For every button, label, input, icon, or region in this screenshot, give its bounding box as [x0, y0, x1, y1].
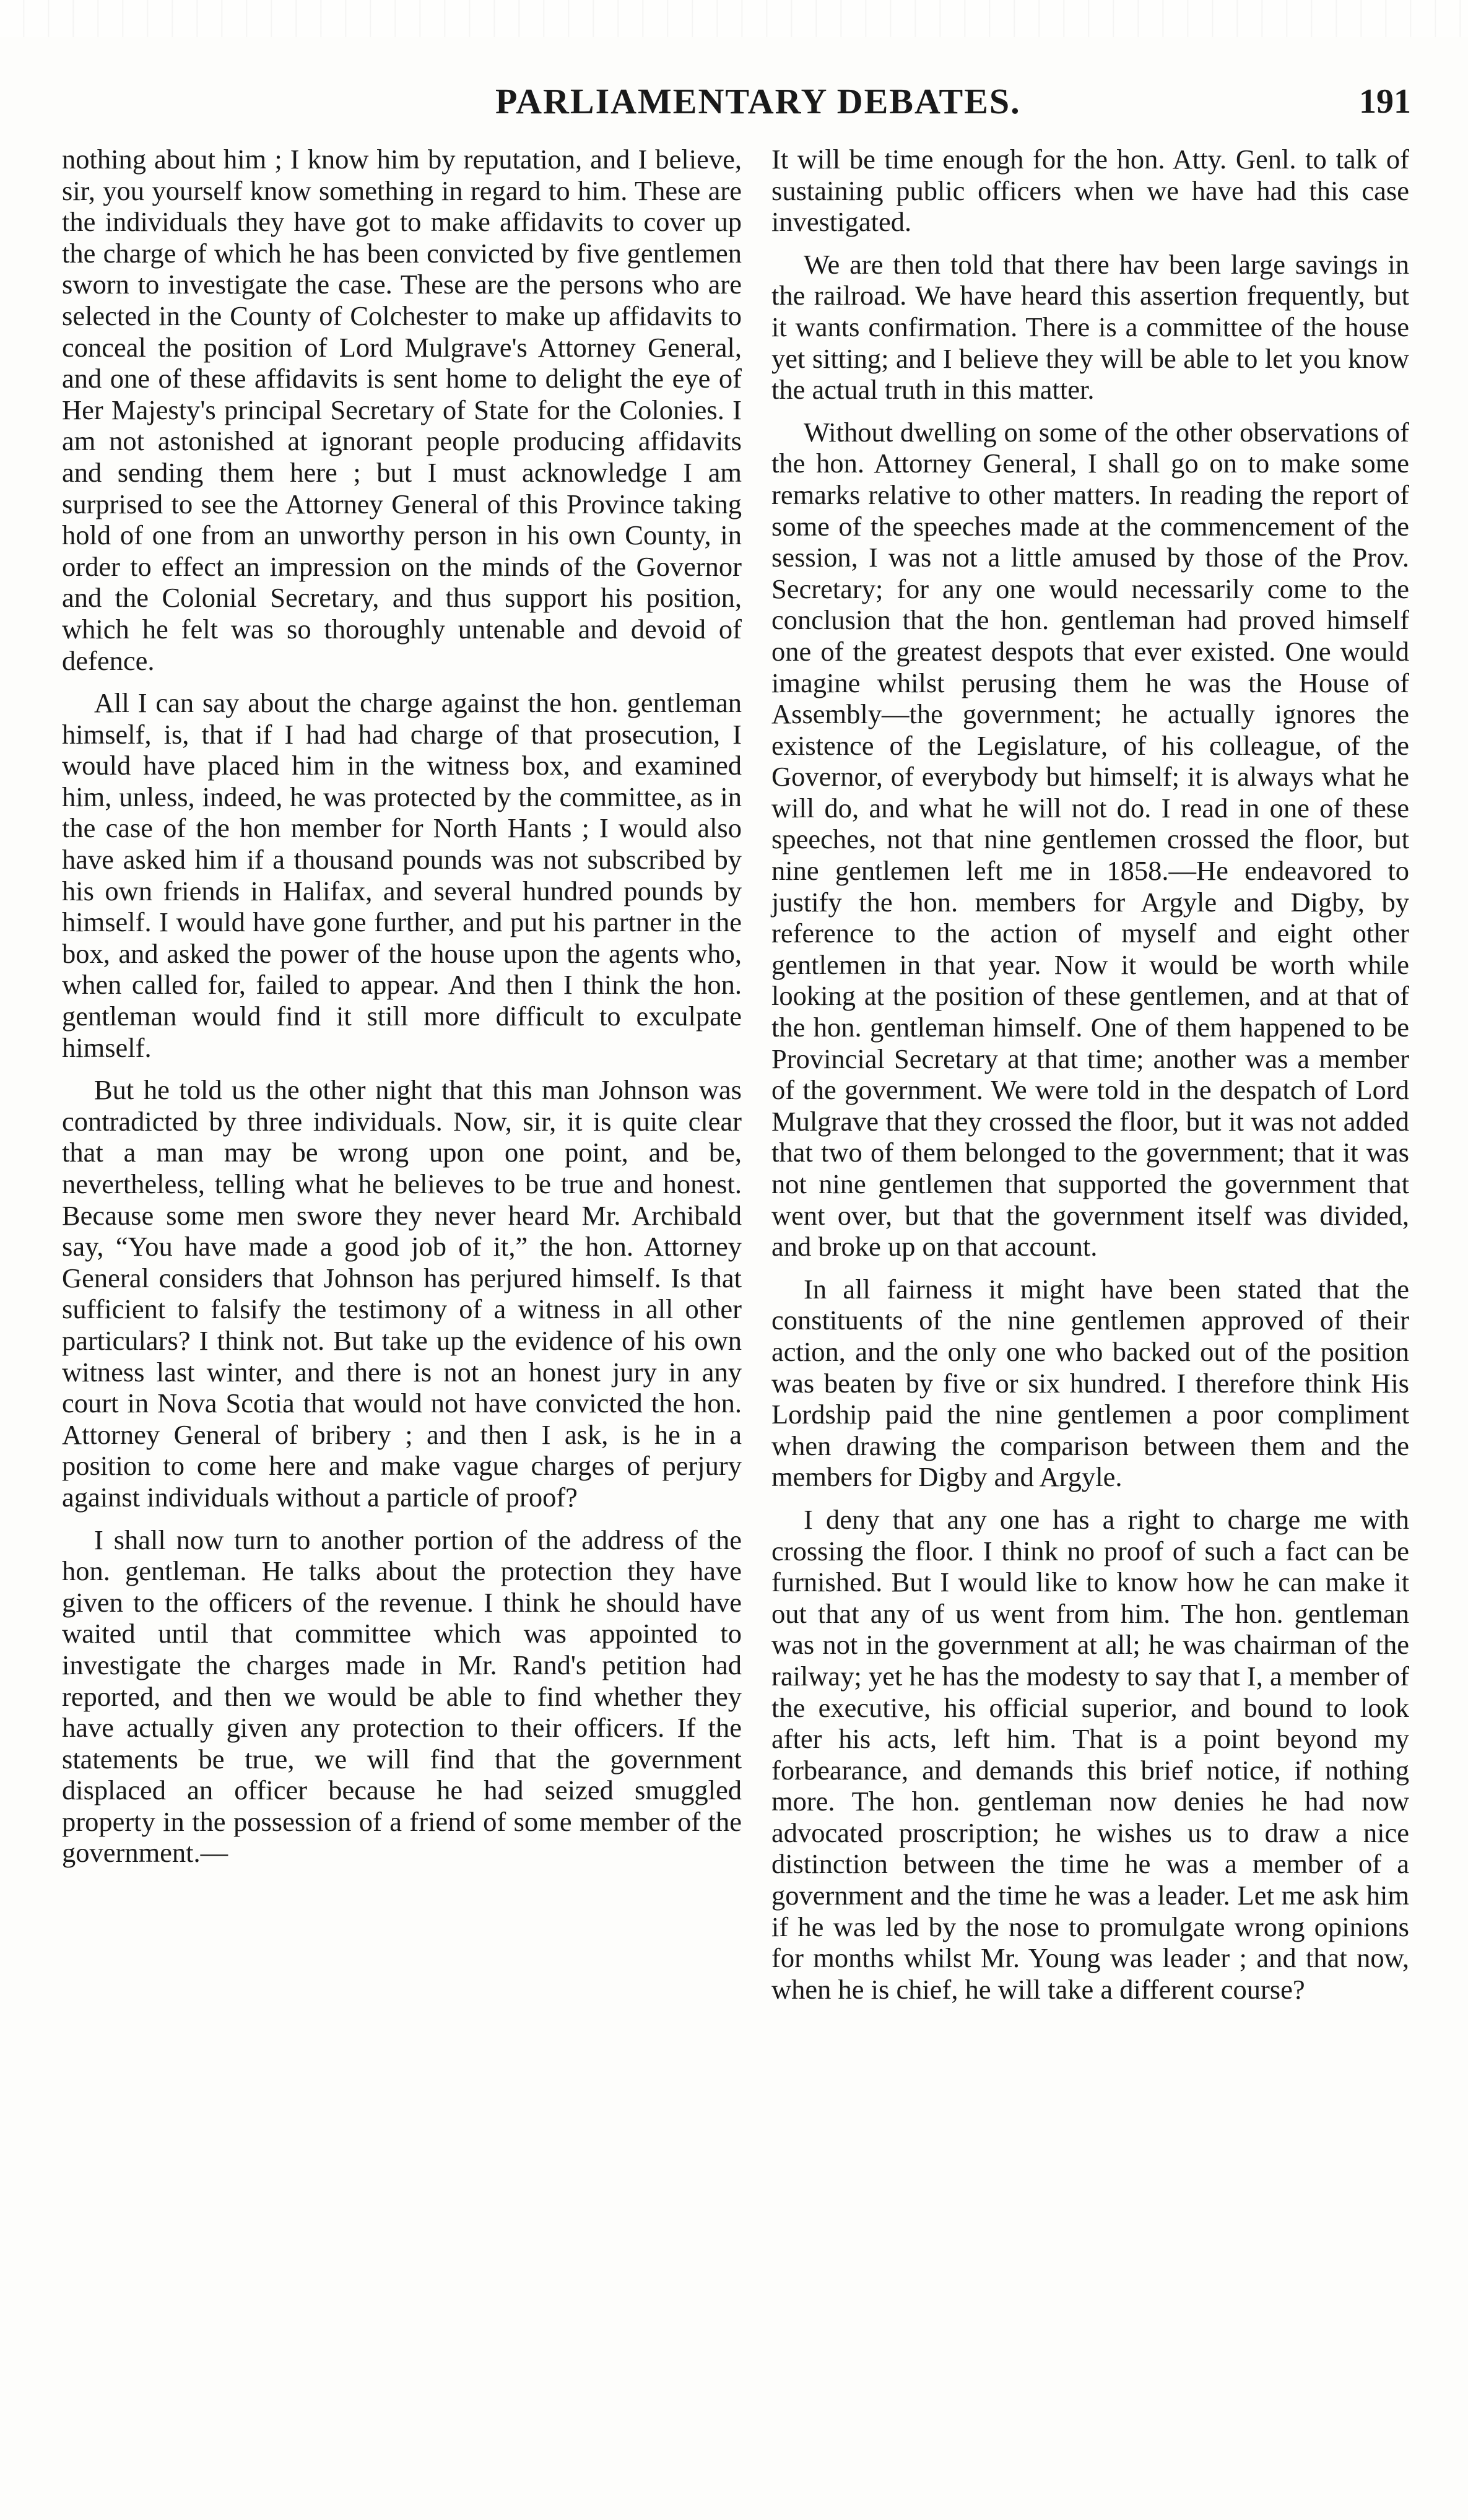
- left-paragraph-3: But he told us the other night that this man Johnson was contradicted by three individuals. Now, sir, it is quite clear that a man may be wrong upon one point, and be, nevertheless, telling what he believes to be true and honest. Because some men swore they never heard Mr. Archibald say, “You have made a good job of it,” the hon. Attorney General considers that Johnson has perjured himself. Is that sufficient to falsify the testimony of a witness in all other particulars? I think not. But take up the evidence of his own witness last winter, and there is not an honest jury in any court in Nova Scotia that would not have convicted the hon. Attorney General of bribery ; and then I ask, is he in a position to come here and make vague charges of perjury against individuals without a particle of proof?: [62, 1074, 742, 1513]
- right-paragraph-5: I deny that any one has a right to charge me with crossing the floor. I think no proof of such a fact can be furnished. But I would like to know how he can make it out that any of us went from him. The hon. gentleman was not in the government at all; he was chairman of the railway; yet he has the modesty to say that I, a member of the executive, his official superior, and bound to look after his acts, left him. That is a point beyond my forbearance, and demands this brief notice, if nothing more. The hon. gentleman now denies he had now advocated proscription; he wishes us to draw a nice distinction between the time he was a member of a government and the time he was a leader. Let me ask him if he was led by the nose to promulgate wrong opinions for months whilst Mr. Young was leader ; and that now, when he is chief, he will take a different course?: [771, 1503, 1409, 2005]
- right-column: [771, 144, 1409, 2005]
- running-head: [0, 73, 1468, 129]
- running-title: PARLIAMENTARY DEBATES.: [495, 81, 1021, 121]
- scan-noise-strip: [0, 0, 1468, 37]
- left-column: [62, 144, 742, 1869]
- left-paragraph-4: I shall now turn to another portion of the address of the hon. gentleman. He talks about the protection they have given to the officers of the revenue. I think he should have waited until that committee which was appointed to investigate the charges made in Mr. Rand's petition had reported, and then we would be able to find whether they have actually given any protection to their officers. If the statements be true, we will find that the government displaced an officer because he had seized smuggled property in the possession of a friend of some member of the government.—: [62, 1524, 742, 1869]
- right-paragraph-4: In all fairness it might have been stated that the constituents of the nine gentlemen approved of their action, and the only one who backed out of the position was beaten by five or six hundred. I therefore think His Lordship paid the nine gentlemen a poor compliment when drawing the comparison between them and the members for Digby and Argyle.: [771, 1273, 1409, 1493]
- left-paragraph-1: nothing about him ; I know him by reputation, and I believe, sir, you yourself know something in regard to him. These are the individuals they have got to make affidavits to cover up the charge of which he has been convicted by five gentlemen sworn to investigate the case. These are the persons who are selected in the County of Colchester to make up affidavits to conceal the position of Lord Mulgrave's Attorney General, and one of these affidavits is sent home to delight the eye of Her Majesty's principal Secretary of State for the Colonies. I am not astonished at ignorant people producing affidavits and sending them here ; but I must acknowledge I am surprised to see the Attorney General of this Province taking hold of one from an unworthy person in his own County, in order to effect an impression on the minds of the Governor and the Colonial Secretary, and thus support his position, which he felt was so thoroughly untenable and devoid of defence.: [62, 144, 742, 676]
- left-paragraph-2: All I can say about the charge against the hon. gentleman himself, is, that if I had had charge of that prosecution, I would have placed him in the witness box, and examined him, unless, indeed, he was protected by the committee, as in the case of the hon member for North Hants ; I would also have asked him if a thousand pounds was not subscribed by his own friends in Halifax, and several hundred pounds by himself. I would have gone further, and put his partner in the box, and asked the power of the house upon the agents who, when called for, failed to appear. And then I think the hon. gentleman would find it still more difficult to exculpate himself.: [62, 687, 742, 1063]
- page-number: 191: [1359, 82, 1411, 121]
- right-paragraph-2: We are then told that there hav been large savings in the railroad. We have heard this assertion frequently, but it wants confirmation. There is a committee of the house yet sitting; and I believe they will be able to let you know the actual truth in this matter.: [771, 248, 1409, 406]
- right-paragraph-1: It will be time enough for the hon. Atty. Genl. to talk of sustaining public officers when we have had this case investigated.: [771, 144, 1409, 238]
- right-paragraph-3: Without dwelling on some of the other observations of the hon. Attorney General, I shall go on to make some remarks relative to other matters. In reading the report of some of the speeches made at the commencement of the session, I was not a little amused by those of the Prov. Secretary; for any one would necessarily come to the conclusion that the hon. gentleman had proved himself one of the greatest despots that ever existed. One would imagine whilst perusing them he was the House of Assembly—the government; he actually ignores the existence of the Legislature, of his colleague, of the Governor, of everybody but himself; it is always what he will do, and what he will not do. I read in one of these speeches, not that nine gentlemen crossed the floor, but nine gentlemen left me in 1858.—He endeavored to justify the hon. members for Argyle and Digby, by reference to the action of myself and eight other gentlemen in that year. Now it would be worth while looking at the position of these gentlemen, and at that of the hon. gentleman himself. One of them happened to be Provincial Secretary at that time; another was a member of the government. We were told in the despatch of Lord Mulgrave that they crossed the floor, but it was not added that two of them belonged to the government; that it was not nine gentlemen that supported the government that went over, but that the government itself was divided, and broke up on that account.: [771, 416, 1409, 1262]
